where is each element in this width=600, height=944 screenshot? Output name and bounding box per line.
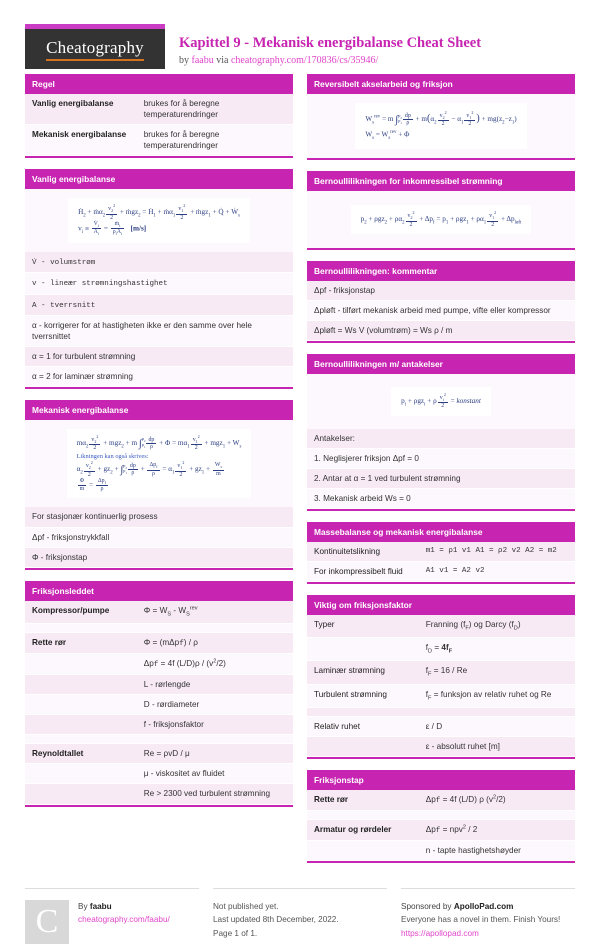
- row-spacer: [307, 811, 575, 820]
- list-item: [307, 449, 575, 469]
- section-title: Reversibelt akselarbeid og friksjon: [307, 74, 575, 94]
- list-item: [25, 528, 293, 548]
- table-row: [25, 695, 293, 715]
- avatar: C: [25, 900, 69, 944]
- page-footer: [25, 878, 575, 944]
- row-value: f - friksjonsfaktor: [143, 720, 204, 730]
- byline-via: via: [213, 55, 231, 67]
- row-key: Mekanisk energibalanse: [32, 130, 127, 140]
- section-title: Friksjonstap: [307, 770, 575, 790]
- section-bernoulli-antakelser: [307, 354, 575, 511]
- formula-card: [307, 374, 575, 429]
- row-value: $f_F = 16 / Re$: [425, 666, 468, 679]
- note-text: Antakelser:: [314, 433, 355, 443]
- section-rows: [307, 790, 575, 861]
- row-spacer: [25, 735, 293, 744]
- table-row: [307, 820, 575, 841]
- section-notes: [25, 507, 293, 567]
- right-column: [307, 74, 575, 874]
- row-key: [314, 642, 426, 656]
- table-row: [307, 717, 575, 737]
- row-value: Re = ρvD / μ: [143, 749, 190, 759]
- formula-image: $W_s^{rev} = m$ $\int p_2$ $p_1$ $\frac{dp}{\rho}$ + $m(\alpha_2$ $\frac{v_2^2}{2}$ − $\alpha_1$ $\frac{v_1^2}{2}$ ) + $mg(z_2-z_1)$ $W_s = W_s^{rev} + \Phi$: [355, 103, 526, 149]
- formula-note: Likningen kan også skrives:: [76, 452, 149, 460]
- logo-box: [25, 29, 165, 69]
- section-friksjonsleddet: [25, 581, 293, 807]
- row-key: Turbulent strømning: [314, 689, 387, 699]
- note-text: V̇ - volumstrøm: [32, 259, 96, 268]
- row-key: Typer: [314, 620, 335, 630]
- row-value: Franning $(f_F)$ og Darcy $(f_D)$: [425, 620, 521, 632]
- section-title: Massebalanse og mekanisk energibalanse: [307, 522, 575, 542]
- row-key: [32, 768, 144, 779]
- row-value: n - tapte hastighetshøyder: [425, 846, 521, 856]
- page-title: Kapittel 9 - Mekanisk energibalanse Cheat Sheet: [179, 35, 482, 51]
- row-key: Rette rør: [32, 637, 67, 647]
- left-column: [25, 74, 293, 874]
- row-value: Φ = (mΔpf) / ρ: [143, 637, 198, 648]
- table-row: [25, 125, 293, 156]
- list-item: [25, 273, 293, 294]
- note-text: Δpf - friksjonstap: [314, 285, 375, 295]
- row-key: Relativ ruhet: [314, 721, 360, 731]
- row-value: D - rørdiameter: [143, 700, 200, 710]
- row-key: Kontinuitetslikning: [314, 546, 380, 556]
- row-value: μ - viskositet av fluidet: [143, 769, 225, 779]
- note-text: α - korrigerer for at hastigheten ikke er den samme over hele tverrsnittet: [32, 320, 252, 341]
- section-massebalanse: [307, 522, 575, 584]
- formula-card: [25, 420, 293, 508]
- note-text: α = 1 for turbulent strømning: [32, 351, 136, 361]
- row-value: ε - absolutt ruhet [m]: [425, 741, 500, 751]
- section-regel: [25, 74, 293, 158]
- section-title: Regel: [25, 74, 293, 94]
- table-row: [307, 737, 575, 757]
- table-row: [25, 601, 293, 624]
- author-profile-link[interactable]: cheatography.com/faabu/: [78, 915, 170, 925]
- table-row: [25, 715, 293, 735]
- row-value: $f_F$ = funksjon av relativ ruhet og Re: [425, 689, 552, 702]
- section-mekanisk-energibalanse: [25, 400, 293, 570]
- list-item: [25, 252, 293, 273]
- section-vanlig-energibalanse: [25, 169, 293, 389]
- section-bernoulli-kommentar: [307, 261, 575, 343]
- page-number: Page 1 of 1.: [213, 928, 258, 938]
- section-notes: [307, 429, 575, 509]
- row-spacer: [25, 624, 293, 633]
- section-rows: [307, 542, 575, 582]
- row-key: [314, 845, 426, 856]
- section-notes: [307, 281, 575, 341]
- list-item: [307, 489, 575, 509]
- note-text: For stasjonær kontinuerlig prosess: [32, 512, 158, 522]
- formula-image: $p_2 + \rho gz_2 + \rho\alpha_2$ $\frac{v_2^2}{2}$ + $\Delta p_f = p_1 + \rho gz_1 + \rho\alpha_1$ $\frac{v_1^2}{2}$ + $\Delta p_{løft}$: [351, 205, 532, 234]
- formula-card: [25, 189, 293, 252]
- author-info: [78, 900, 170, 944]
- table-row: [307, 685, 575, 708]
- footer-author-block: [25, 888, 199, 944]
- note-text: 1. Neglisjerer friksjon Δpf = 0: [314, 453, 419, 463]
- row-value: m1 = ρ1 v1 A1 = ρ2 v2 A2 = m2: [425, 546, 557, 555]
- list-item: [25, 316, 293, 347]
- byline-prefix: by: [179, 55, 192, 67]
- table-row: [25, 633, 293, 654]
- list-item: [25, 347, 293, 367]
- cheatography-logo[interactable]: [25, 24, 165, 69]
- formula-image: $p_i + \rho gz_i + \rho$ $\frac{v_i^2}{2}$ = konstant: [391, 387, 491, 416]
- formula-card: [307, 191, 575, 248]
- section-title: Bernoullilikningen for inkomressibel strømning: [307, 171, 575, 191]
- section-bernoulli-inkompressibel: [307, 171, 575, 250]
- list-item: [25, 295, 293, 316]
- table-row: [307, 542, 575, 562]
- note-text: A - tverrsnitt: [32, 301, 96, 310]
- table-row: [307, 661, 575, 684]
- section-viktig-friksjonsfaktor: [307, 595, 575, 759]
- row-value: $\Phi = W_S - W_S^{rev}$: [143, 604, 198, 618]
- note-text: Δpløft = Ws V (volumtrøm) = Ws ρ / m: [314, 326, 453, 336]
- section-title: Bernoullilikningen: kommentar: [307, 261, 575, 281]
- footer-sponsor-block: [401, 888, 575, 944]
- list-item: [307, 321, 575, 341]
- section-rows: [307, 615, 575, 757]
- list-item: [25, 367, 293, 387]
- note-text: α = 2 for laminær strømning: [32, 371, 133, 381]
- section-title: Mekanisk energibalanse: [25, 400, 293, 420]
- note-text: Δpf - friksjonstrykkfall: [32, 532, 110, 542]
- row-value: brukes for å beregne temperaturendringer: [143, 130, 220, 151]
- row-value: Δpf = 4f $(L/D)\rho / (v^2/2)$: [143, 658, 226, 669]
- publish-info: [213, 900, 339, 944]
- section-rows: [25, 601, 293, 805]
- row-value: Δpf = npv$^2$ / 2: [425, 824, 478, 836]
- row-key: [32, 658, 144, 670]
- last-updated: Last updated 8th December, 2022.: [213, 915, 339, 925]
- table-row: [307, 562, 575, 582]
- author-line: [78, 900, 170, 913]
- note-text: v - lineær strømningshastighet: [32, 280, 168, 289]
- byline: [179, 55, 481, 66]
- row-key: [32, 788, 144, 799]
- section-reversibelt-akselarbeid: [307, 74, 575, 160]
- footer-publish-block: [213, 888, 387, 944]
- note-text: Φ - friksjonstap: [32, 552, 88, 562]
- row-value: ε / D: [425, 721, 443, 731]
- table-row: [25, 94, 293, 125]
- sponsor-link[interactable]: https://apollopad.com: [401, 928, 479, 938]
- row-key: Reynoldtallet: [32, 749, 84, 759]
- row-key: Vanlig energibalanse: [32, 99, 114, 108]
- section-notes: [25, 252, 293, 387]
- header-text: [165, 24, 481, 66]
- table-row: [25, 764, 293, 784]
- table-row: [25, 675, 293, 695]
- row-key: Rette rør: [314, 794, 349, 804]
- logo-wordmark: Cheatography: [46, 38, 144, 61]
- page-header: [25, 0, 575, 66]
- section-friksjonstap: [307, 770, 575, 863]
- publish-status: Not published yet.: [213, 902, 279, 912]
- note-text: 3. Mekanisk arbeid Ws = 0: [314, 493, 411, 503]
- formula-image: Ḣ$_2$ + ṁα$_2$ $\frac{v_2^2}{2}$ + ṁgz$_2$ = Ḣ$_1$ + ṁα$_1$ $\frac{v_1^2}{2}$ + ṁgz$_1$ + Q̇ + Ẇ$_s$ $v_i$ ≡ $\frac{V̇_i}{A_i}$ = $\frac{ṁ_i}{\rho_iA_i}$ [m/s]: [68, 198, 250, 243]
- row-key: [314, 741, 426, 752]
- section-title: Viktig om friksjonsfaktor: [307, 595, 575, 615]
- row-value: brukes for å beregne temperaturendringer: [143, 99, 220, 120]
- sponsor-name: ApolloPad.com: [453, 902, 514, 912]
- list-item: [25, 548, 293, 568]
- section-title: Friksjonsleddet: [25, 581, 293, 601]
- row-value: Re > 2300 ved turbulent strømning: [143, 789, 271, 799]
- note-text: Δpløft - tilført mekanisk arbeid med pumpe, vifte eller kompressor: [314, 305, 551, 315]
- content-columns: [25, 74, 575, 874]
- source-url-link[interactable]: cheatography.com/170836/cs/35946/: [230, 55, 379, 67]
- sponsor-info: [401, 900, 560, 944]
- section-rows: [25, 94, 293, 156]
- section-title: Vanlig energibalanse: [25, 169, 293, 189]
- author-link[interactable]: faabu: [191, 55, 214, 67]
- table-row: [25, 744, 293, 764]
- sponsor-tagline: Everyone has a novel in them. Finish Yours!: [401, 915, 561, 925]
- row-value: L - rørlengde: [143, 680, 191, 690]
- row-key: For inkompressibelt fluid: [314, 567, 403, 577]
- row-spacer: [307, 708, 575, 717]
- formula-card: [307, 94, 575, 158]
- row-value: Δpf = 4f (L/D) ρ $(v^2/2)$: [425, 794, 506, 805]
- row-value: A1 v1 = A2 v2: [425, 567, 485, 576]
- row-key: Kompressor/pumpe: [32, 605, 110, 615]
- row-key: [32, 699, 144, 710]
- table-row: [307, 615, 575, 638]
- list-item: [307, 281, 575, 301]
- section-title: Bernoullilikningen m/ antakelser: [307, 354, 575, 374]
- author-name: faabu: [89, 902, 112, 912]
- formula-image: $m\alpha_2$ $\frac{v_2^2}{2}$ + mgz$_2$ + m $\int p_2$ $p_1$ $\frac{dp}{\rho}$ + $\Phi = m\alpha_1$ $\frac{v_1^2}{2}$ + $mgz_1 + W_s$ Likningen kan også skrives: $\alpha_2$ $\frac{v_2^2}{2}$ + $gz_2 + \int p_2$ $p_1$ $\frac{dp}{\rho}$ + $\frac{\Delta p_f}{\rho}$ = $\alpha_1$ $\frac{v_1^2}{2}$ + $gz_1$ + $\frac{W_s}{m}$ $\frac{\Phi}{m}$ = $\frac{\Delta p_f}{\rho}$: [67, 429, 252, 499]
- table-row: [307, 790, 575, 811]
- row-key: [32, 679, 144, 690]
- table-row: [307, 638, 575, 661]
- table-row: [25, 654, 293, 675]
- row-key: Armatur og rørdeler: [314, 825, 392, 835]
- sponsor-prefix: Sponsored by: [401, 902, 454, 912]
- by-label: By: [78, 902, 90, 912]
- list-item: [25, 507, 293, 527]
- list-item: [307, 429, 575, 449]
- note-text: 2. Antar at α = 1 ved turbulent strømning: [314, 473, 461, 483]
- sponsor-line: [401, 900, 560, 913]
- row-key: [32, 719, 144, 730]
- list-item: [307, 469, 575, 489]
- list-item: [307, 301, 575, 321]
- row-value: $f_D = 4f_F$: [425, 643, 453, 655]
- table-row: [25, 784, 293, 804]
- table-row: [307, 841, 575, 861]
- row-key: Laminær strømning: [314, 666, 385, 676]
